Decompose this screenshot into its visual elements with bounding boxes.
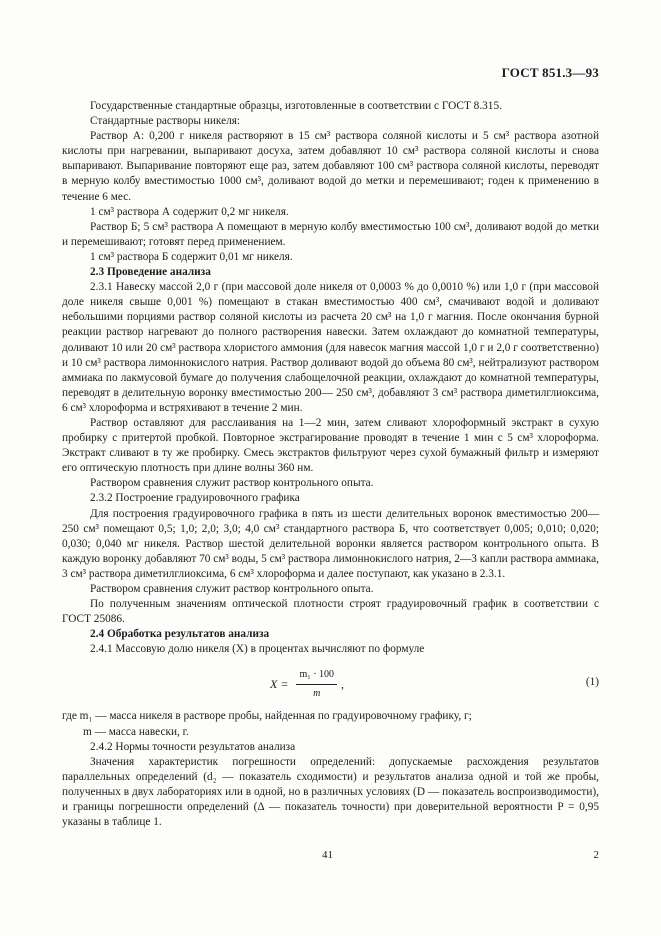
where-line-2: m — масса навески, г. bbox=[83, 725, 189, 738]
formula-lhs: X = bbox=[270, 676, 289, 691]
formula-denominator: m bbox=[313, 687, 321, 699]
formula-numerator: m₁ · 100 bbox=[296, 667, 337, 684]
paragraph: Раствор А: 0,200 г никеля растворяют в 15 см³ раствора соляной кислоты и 5 см³ раствора азотной кислоты при нагревании, выпаривают досуха, затем добавляют 10 см³ раствора соляной кислоты и снова выпаривают. Выпаривание повторяют еще раз, затем добавляют 100 см³ раствора соляной кислоты, переводят в мерную колбу вместимостью 1000 см³, доливают водой до метки и перемешивают; годен к применению в течение 6 мес. bbox=[62, 130, 599, 203]
paragraph: Значения характеристик погрешности определений: допускаемые расхождения результатов параллельных определений (d₂ — показатель сходимости) и результатов анализа одной и той же пробы, полученных в двух лабораториях или в одной, но в различных условиях (D — показатель воспроизводимости), и границы погрешности определений (Δ — показатель точности) при доверительной вероятности P = 0,95 указаны в таблице 1. bbox=[62, 755, 599, 829]
section-heading: 2.4 Обработка результатов анализа bbox=[90, 628, 270, 641]
formula-expression bbox=[270, 667, 344, 700]
section-heading: 2.3 Проведение анализа bbox=[90, 266, 211, 279]
paragraph: Государственные стандартные образцы, изготовленные в соответствии с ГОСТ 8.315. bbox=[90, 100, 502, 112]
paragraph: 2.4.1 Массовую долю никеля (X) в процентах вычисляют по формуле bbox=[90, 643, 425, 656]
paragraph: По полученным значениям оптической плотности строят градуировочный график в соответствии с ГОСТ 25086. bbox=[62, 598, 599, 626]
paragraph: 2.4.2 Нормы точности результатов анализа bbox=[90, 740, 296, 753]
sheet-number: 2 bbox=[593, 849, 599, 861]
page-number: 41 bbox=[322, 849, 333, 861]
formula-fraction bbox=[296, 667, 337, 700]
where-line-1: где m₁ — масса никеля в растворе пробы, найденная по градуировочному графику, г; bbox=[62, 710, 472, 723]
paragraph: 1 см³ раствора А содержит 0,2 мг никеля. bbox=[90, 205, 289, 218]
formula-block bbox=[62, 663, 599, 705]
paragraph: Раствором сравнения служит раствор контрольного опыта. bbox=[90, 583, 374, 595]
document-id: ГОСТ 851.3—93 bbox=[501, 65, 599, 80]
paragraph: Для построения градуировочного графика в пять из шести делительных воронок вместимостью 200—250 см³ помещают 0,5; 1,0; 2,0; 3,0; 4,0 см³ стандартного раствора Б, что соответствует 0,005; 0,010; 0,020; 0,030; 0,040 мг никеля. Раствор шестой делительной воронки является раствором контрольного опыта. В каждую воронку добавляют 70 см³ воды, 5 см³ раствора лимоннокислого натрия, 2—3 капли раствора аммиака, 3 см³ раствора диметилглиоксима, 6 см³ хлороформа и далее поступают, как указано в 2.3.1. bbox=[62, 507, 599, 580]
paragraph: 2.3.1 Навеску массой 2,0 г (при массовой доле никеля от 0,0003 % до 0,0010 %) или 1,0 г (при массовой доле никеля свыше 0,001 %) помещают в стакан вместимостью 400 см³, смачивают водой и доливают небольшими порциями раствор соляной кислоты из расчета 20 см³ на 1,0 г магния. После окончания бурной реакции раствор нагревают до полного растворения навески. Затем охлаждают до комнатной температуры, доливают 10 или 20 см³ раствора хлористого аммония (для навесок магния массой 1,0 г и 2,0 г соответственно) и 10 см³ раствора лимоннокислого натрия. Раствор доливают водой до объема 80 см³, нейтрализуют раствором аммиака по лакмусовой бумаге до получения слабощелочной реакции, охлаждают до комнатной температуры, переводят в делительную воронку вместимостью 200— 250 см³, добавляют 3 см³ раствора диметилглиоксима, 6 см³ хлороформа и встряхивают в течение 2 мин. bbox=[62, 281, 599, 414]
paragraph: Раствор Б; 5 см³ раствора А помещают в мерную колбу вместимостью 100 см³, доливают водой до метки и перемешивают; готовят перед применением. bbox=[62, 220, 599, 248]
formula-number: (1) bbox=[585, 676, 599, 689]
formula-trailing: , bbox=[341, 676, 345, 691]
paragraph: 1 см³ раствора Б содержит 0,01 мг никеля. bbox=[90, 250, 293, 263]
paragraph: Стандартные растворы никеля: bbox=[90, 115, 241, 128]
paragraphs-after-formula bbox=[62, 740, 599, 831]
paragraph: Раствор оставляют для расслаивания на 1—2 мин, затем сливают хлороформный экстракт в сухую пробирку с притертой пробкой. Повторное экстрагирование проводят в течение 1 мин с 5 см³ хлороформа. Экстракт сливают в ту же пробирку. Смесь экстрактов фильтруют через сухой бумажный фильтр и измеряют его оптическую плотность при длине волны 360 нм. bbox=[62, 416, 599, 475]
paragraph: 2.3.2 Построение градуировочного графика bbox=[90, 492, 300, 505]
paragraph: Раствором сравнения служит раствор контрольного опыта. bbox=[90, 477, 374, 490]
paragraphs-before-formula bbox=[62, 99, 599, 657]
body-text bbox=[62, 99, 599, 830]
